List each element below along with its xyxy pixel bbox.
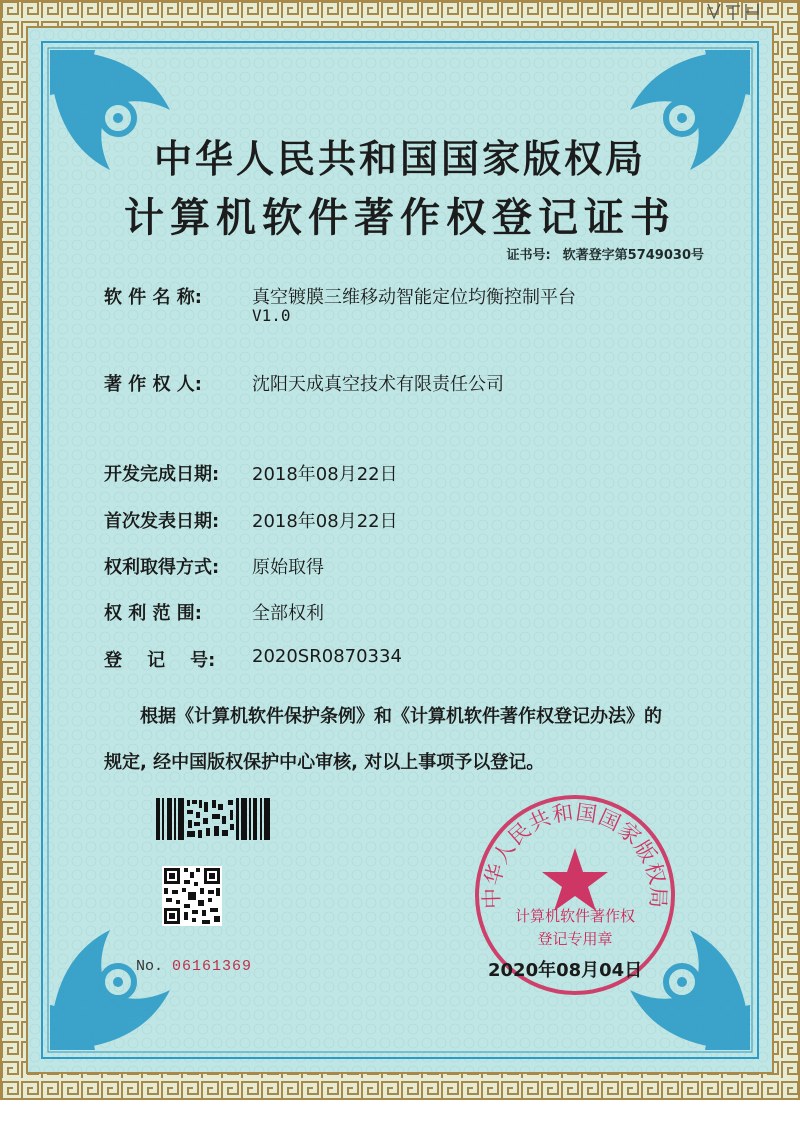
field-value: 原始取得: [252, 557, 324, 578]
issue-date: 2020年08月04日: [488, 960, 643, 981]
field-copyright-holder: [104, 370, 504, 396]
star-icon: [542, 848, 608, 911]
field-label: 权利取得方式:: [104, 557, 220, 578]
field-label: 著 作 权 人:: [104, 374, 202, 395]
field-label: 权 利 范 围:: [104, 603, 202, 624]
field-label: 开发完成日期:: [104, 464, 220, 485]
field-first-publication-date: [104, 507, 398, 533]
field-label: 登 记 号:: [104, 650, 216, 671]
certificate-number-value: 软著登字第5749030号: [562, 248, 704, 263]
field-value: 2018年08月22日: [252, 464, 398, 485]
field-label: 首次发表日期:: [104, 511, 220, 532]
certificate-number-label: 证书号:: [506, 248, 551, 263]
field-registration-number: [104, 646, 402, 672]
field-acquisition-method: [104, 553, 324, 579]
seal-inner-line-2: 登记专用章: [537, 930, 613, 948]
statement-line-1: 根据《计算机软件保护条例》和《计算机软件著作权登记办法》的: [140, 706, 662, 727]
authority-heading: 中华人民共和国国家版权局: [153, 137, 646, 181]
scan-margin: [0, 1100, 800, 1138]
serial-prefix: No.: [136, 958, 164, 975]
field-value: 真空镀膜三维移动智能定位均衡控制平台: [252, 287, 576, 308]
field-dev-completion-date: [104, 460, 398, 486]
field-value: 2018年08月22日: [252, 511, 398, 532]
serial-number: [136, 958, 252, 975]
field-scope-of-rights: [104, 599, 324, 625]
field-value: 2020SR0870334: [252, 646, 402, 667]
certificate-title: 计算机软件著作权登记证书: [124, 195, 676, 241]
field-value: 全部权利: [252, 603, 324, 624]
qr-code-icon: [162, 866, 222, 926]
handwritten-mark: [700, 0, 790, 24]
field-software-name: [104, 283, 576, 309]
seal-ring-text: 中华人民共和国国家版权局: [479, 800, 671, 910]
barcode-icon: [156, 798, 274, 840]
seal-inner-line-1: 计算机软件著作权: [514, 907, 635, 925]
serial-value: 06161369: [172, 958, 253, 975]
field-value: 沈阳天成真空技术有限责任公司: [252, 374, 504, 395]
field-label: 软 件 名 称:: [104, 287, 202, 308]
software-version: V1.0: [252, 306, 291, 325]
certificate-number: [506, 244, 704, 263]
statement-line-2: 规定, 经中国版权保护中心审核, 对以上事项予以登记。: [104, 752, 545, 773]
